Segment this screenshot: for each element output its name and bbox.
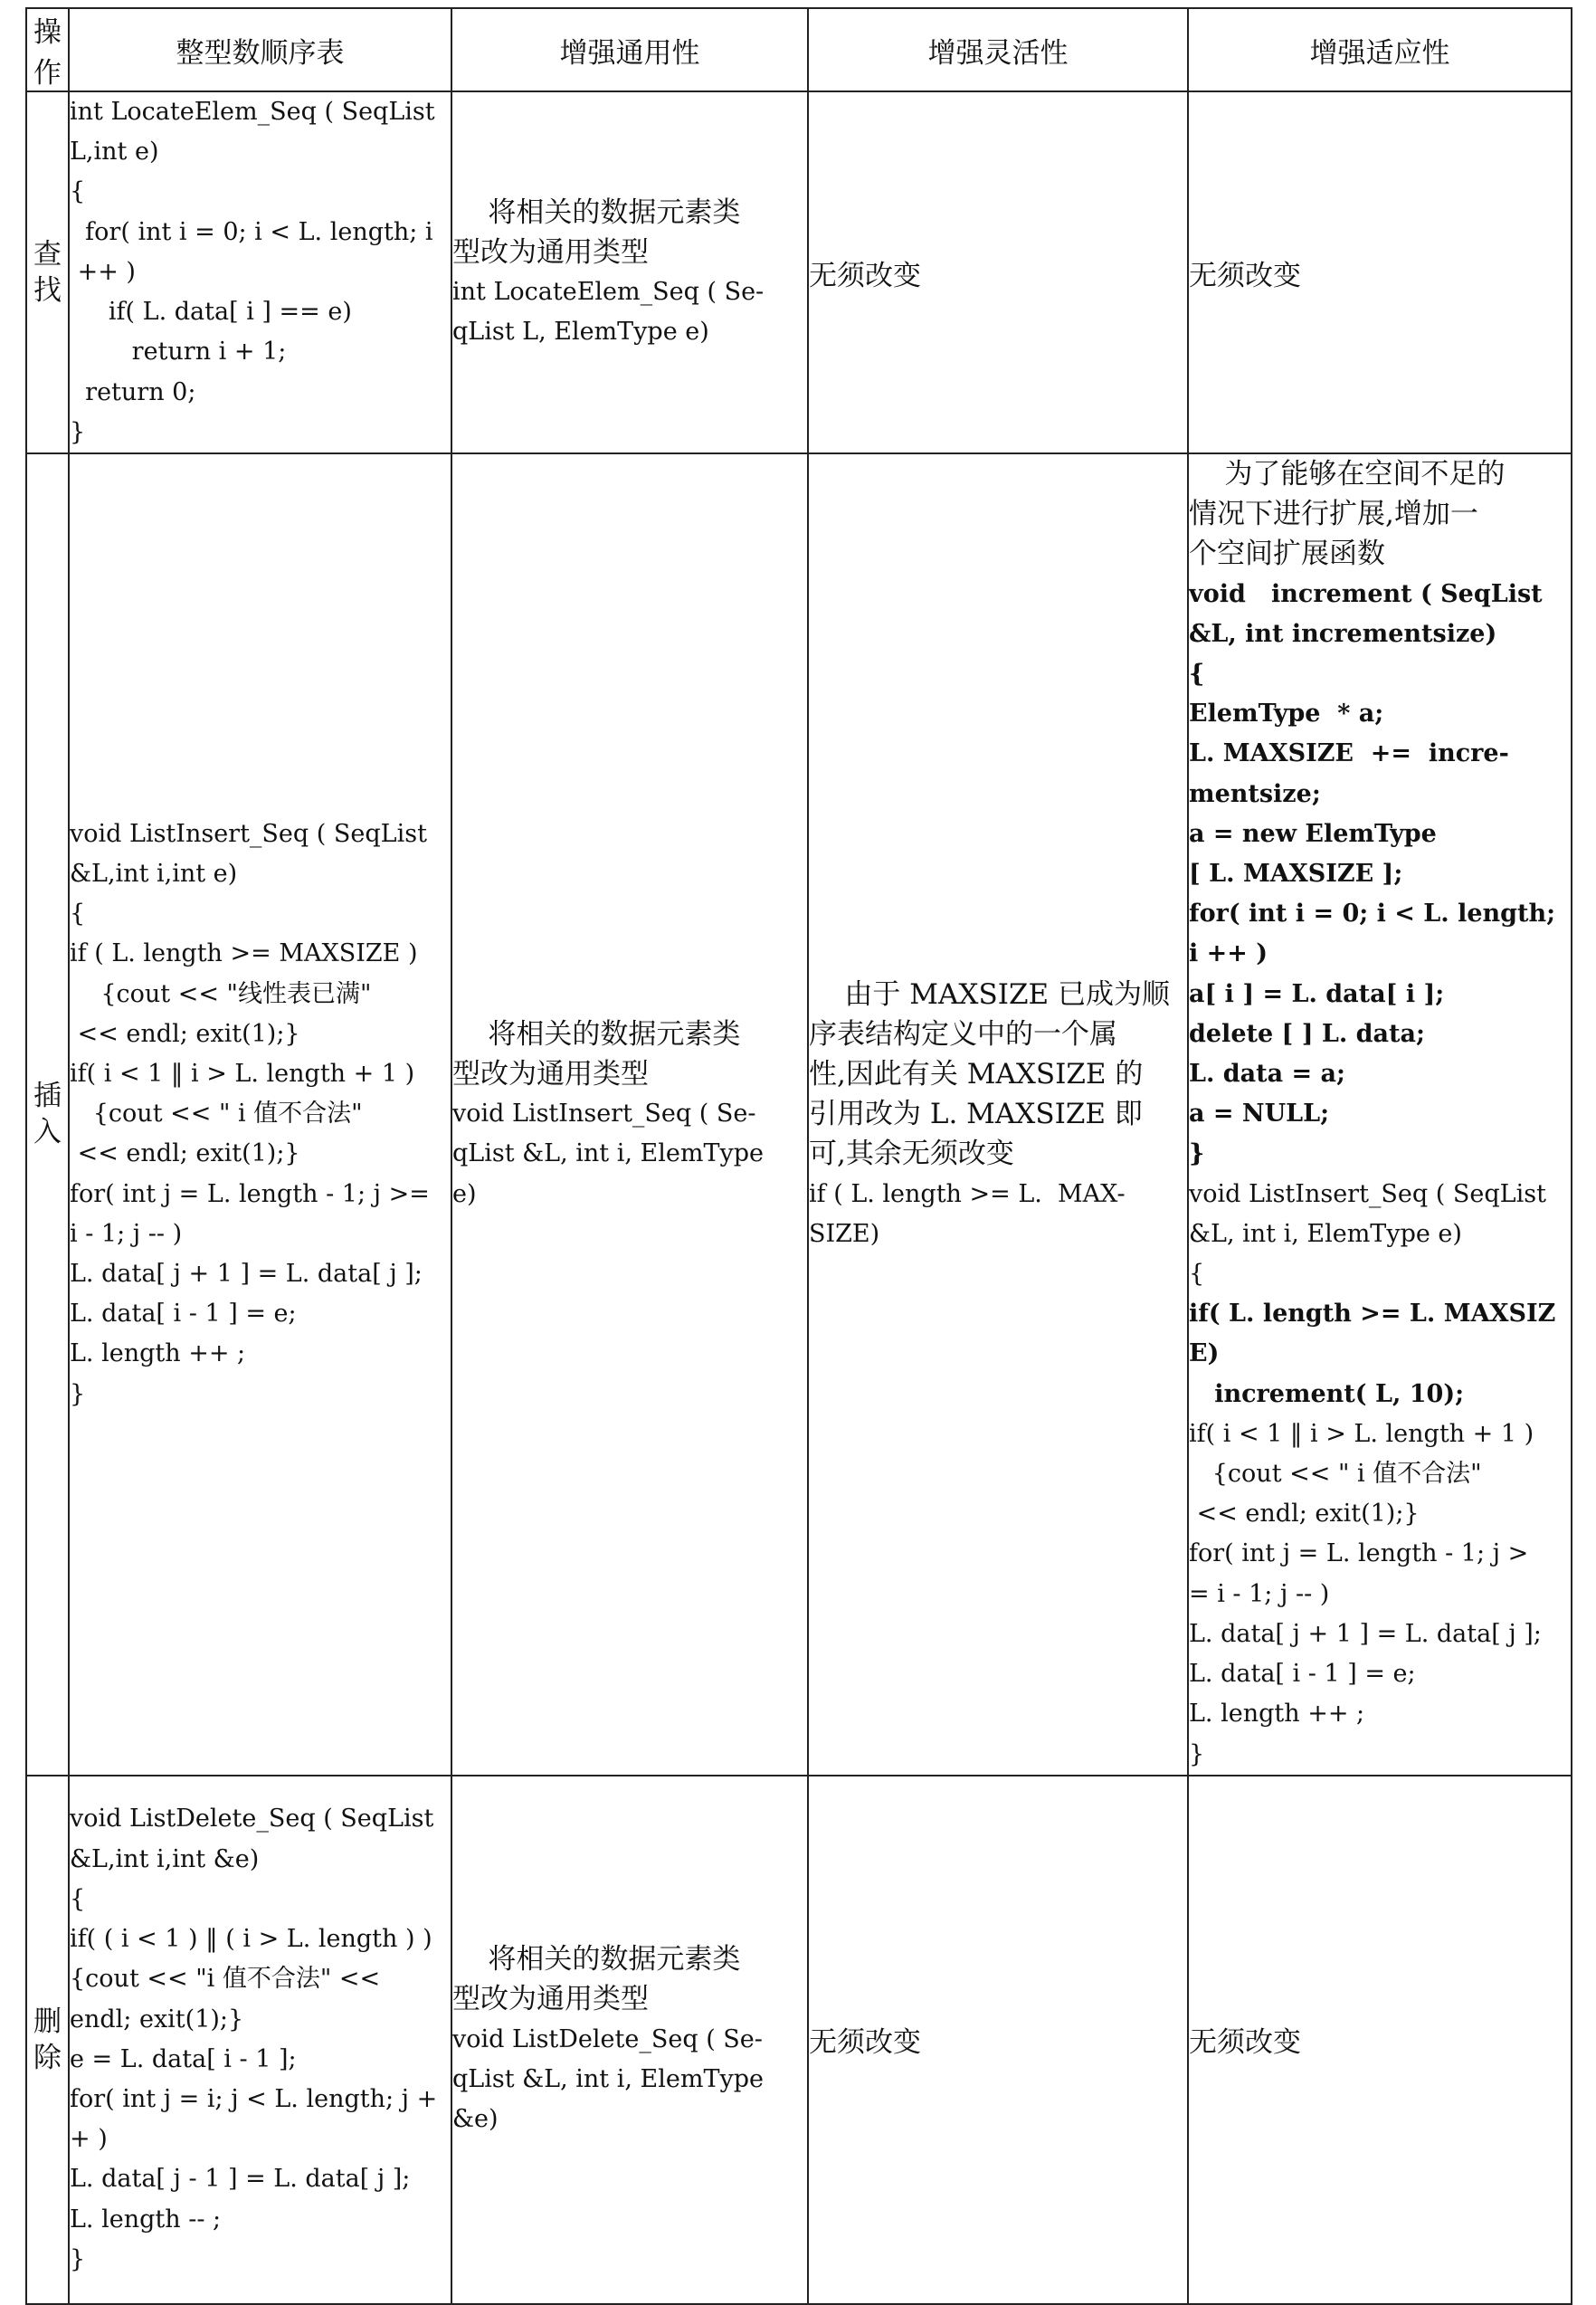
header-int-list: 整型数顺序表 (69, 8, 451, 91)
text-line: 为了能够在空间不足的 (1189, 458, 1506, 491)
text-line: a = new ElemType (1189, 819, 1437, 848)
text-line: L. data[ j - 1 ] = L. data[ j ]; (70, 2165, 411, 2194)
text-line: void increment ( SeqList (1189, 579, 1543, 608)
text-line: delete [ ] L. data; (1189, 1019, 1425, 1048)
text-line: 个空间扩展函数 (1189, 538, 1385, 571)
text-line: qList L, ElemType e) (452, 318, 709, 347)
text-line: return 0; (70, 377, 196, 406)
text-line: 由于 MAXSIZE 已成为顺 (809, 977, 1170, 1011)
text-line: qList &L, int i, ElemType (452, 2064, 764, 2093)
delete-flexibility: 无须改变 (808, 1776, 1188, 2304)
op-delete (26, 1776, 69, 2304)
text-line: L,int e) (70, 138, 159, 167)
find-int-list (69, 91, 451, 453)
find-generality (451, 91, 808, 453)
text-line: void ListDelete_Seq ( Se- (452, 2024, 763, 2053)
text-line: if ( L. length >= MAXSIZE ) (70, 939, 418, 968)
text-line: int LocateElem_Seq ( SeqList (70, 98, 435, 127)
text-line: 型改为通用类型 (452, 235, 649, 269)
insert-int-list (69, 453, 451, 1776)
header-generality: 增强通用性 (451, 8, 808, 91)
text-line: void ListInsert_Seq ( SeqList (1189, 1179, 1546, 1208)
header-op-text: 操作 (33, 16, 62, 90)
text-line: { (1189, 1260, 1205, 1289)
op-find-char-1: 查 (33, 238, 62, 271)
text-line: for( int j = L. length - 1; j > (1189, 1539, 1529, 1568)
delete-adaptability: 无须改变 (1188, 1776, 1572, 2304)
text-line: << endl; exit(1);} (70, 1019, 300, 1048)
delete-int-list (69, 1776, 451, 2304)
text-line: L. MAXSIZE += incre- (1189, 739, 1509, 768)
text-line: [ L. MAXSIZE ]; (1189, 860, 1403, 889)
text-line: L. data[ j + 1 ] = L. data[ j ]; (70, 1260, 423, 1289)
text-line: {cout << "i 值不合法" << (70, 1965, 381, 1994)
text-line: if( i < 1 ‖ i > L. length + 1 ) (1189, 1419, 1534, 1448)
text-line: L. length ++ ; (70, 1339, 246, 1368)
text-line: if( L. data[ i ] == e) (70, 298, 352, 327)
text-line: { (70, 177, 86, 206)
text-line: qList &L, int i, ElemType (452, 1139, 764, 1168)
text-line: << endl; exit(1);} (1189, 1500, 1420, 1529)
text-line: L. data[ i - 1 ] = e; (70, 1300, 297, 1329)
text-line: mentsize; (1189, 779, 1321, 808)
text-line: if( ( i < 1 ) ‖ ( i > L. length ) ) (70, 1925, 432, 1954)
header-op (26, 8, 69, 91)
text-line: increment( L, 10); (1189, 1379, 1465, 1408)
text-line: { (70, 900, 86, 929)
text-line: } (70, 417, 86, 446)
text-line: 可,其余无须改变 (809, 1138, 1014, 1171)
delete-generality (451, 1776, 808, 2304)
text-line: endl; exit(1);} (70, 2005, 244, 2034)
text-line: if( L. length >= L. MAXSIZE) (1189, 1300, 1556, 1368)
text-line: SIZE) (809, 1219, 880, 1248)
text-line: 序表结构定义中的一个属 (809, 1017, 1117, 1051)
op-delete-char-2: 除 (33, 2041, 62, 2074)
op-delete-char-1: 删 (33, 2005, 62, 2038)
text-line: for( int j = i; j < L. length; j + (70, 2084, 438, 2113)
text-line: L. length -- ; (70, 2205, 222, 2234)
text-line: { (1189, 660, 1205, 689)
text-line: void ListDelete_Seq ( SeqList (70, 1805, 434, 1834)
find-adaptability: 无须改变 (1188, 91, 1572, 453)
comparison-table (25, 7, 1572, 2305)
text-line: if ( L. length >= L. MAX- (809, 1179, 1126, 1208)
row-find (26, 91, 1572, 453)
text-line: = i - 1; j -- ) (1189, 1579, 1330, 1608)
text-line: } (1189, 1139, 1205, 1168)
text-line: for( int i = 0; i < L. length; i (70, 217, 433, 246)
op-insert (26, 453, 69, 1776)
text-line: } (70, 1379, 86, 1408)
text-line: for( int i = 0; i < L. length; (1189, 900, 1556, 929)
row-insert (26, 453, 1572, 1776)
insert-flexibility (808, 453, 1188, 1776)
text-line: &L,int i,int e) (70, 860, 238, 889)
text-line: e = L. data[ i - 1 ]; (70, 2044, 297, 2073)
text-line: a[ i ] = L. data[ i ]; (1189, 979, 1445, 1008)
text-line: a = NULL; (1189, 1100, 1330, 1129)
header-row (26, 8, 1572, 91)
text-line: if( i < 1 ‖ i > L. length + 1 ) (70, 1060, 415, 1089)
text-line: { (70, 1884, 86, 1913)
text-line: for( int j = L. length - 1; j >= (70, 1179, 430, 1208)
text-line: {cout << " i 值不合法" (1189, 1460, 1482, 1489)
insert-adaptability (1188, 453, 1572, 1776)
text-line: 将相关的数据元素类 (452, 1943, 741, 1976)
text-line: i - 1; j -- ) (70, 1219, 183, 1248)
text-line: << endl; exit(1);} (70, 1139, 300, 1168)
text-line: ElemType * a; (1189, 700, 1384, 729)
text-line: 引用改为 L. MAXSIZE 即 (809, 1098, 1143, 1131)
insert-generality (451, 453, 808, 1776)
text-line: 将相关的数据元素类 (452, 195, 741, 229)
op-find-char-2: 找 (33, 274, 62, 307)
text-line: 情况下进行扩展,增加一 (1189, 498, 1478, 531)
op-find (26, 91, 69, 453)
text-line: } (1189, 1739, 1205, 1768)
text-line: void ListInsert_Seq ( Se- (452, 1100, 756, 1129)
op-insert-char-1: 插 (33, 1080, 62, 1113)
text-line: L. data[ i - 1 ] = e; (1189, 1660, 1416, 1689)
text-line: ++ ) (70, 257, 136, 286)
text-line: i ++ ) (1189, 939, 1268, 968)
text-line: &L,int i,int &e) (70, 1844, 260, 1873)
text-line: L. data = a; (1189, 1060, 1346, 1089)
header-flexibility: 增强灵活性 (808, 8, 1188, 91)
find-flexibility: 无须改变 (808, 91, 1188, 453)
text-line: L. data[ j + 1 ] = L. data[ j ]; (1189, 1619, 1542, 1648)
text-line: &e) (452, 2105, 499, 2133)
text-line: int LocateElem_Seq ( Se- (452, 278, 765, 306)
text-line: 性,因此有关 MAXSIZE 的 (809, 1058, 1144, 1091)
text-line: return i + 1; (70, 338, 287, 367)
text-line: &L, int i, ElemType e) (1189, 1219, 1462, 1248)
text-line: } (70, 2244, 86, 2273)
header-adaptability: 增强适应性 (1188, 8, 1572, 91)
text-line: L. length ++ ; (1189, 1700, 1365, 1729)
text-line: e) (452, 1179, 477, 1208)
op-insert-char-2: 入 (33, 1116, 62, 1149)
text-line: &L, int incrementsize) (1189, 619, 1497, 648)
text-line: 型改为通用类型 (452, 1983, 649, 2016)
text-line: void ListInsert_Seq ( SeqList (70, 819, 427, 848)
text-line: 将相关的数据元素类 (452, 1017, 741, 1051)
text-line: {cout << "线性表已满" (70, 979, 372, 1008)
row-delete (26, 1776, 1572, 2304)
text-line: {cout << " i 值不合法" (70, 1100, 363, 1129)
text-line: 型改为通用类型 (452, 1058, 649, 1091)
text-line: + ) (70, 2125, 108, 2154)
